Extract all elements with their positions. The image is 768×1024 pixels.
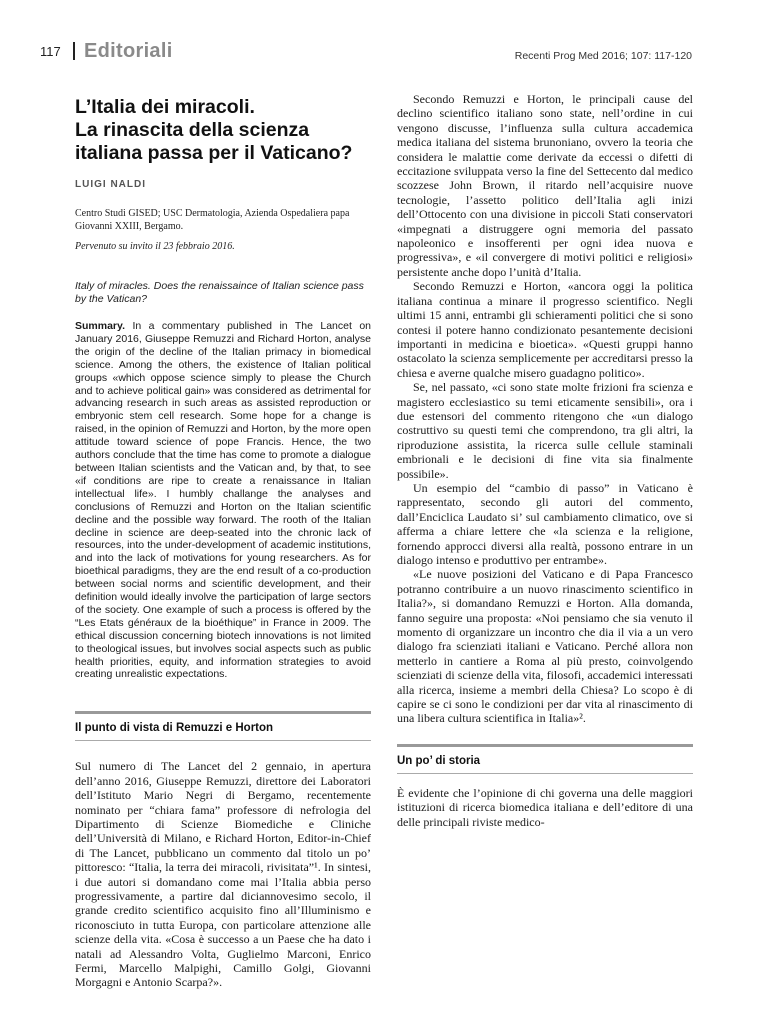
summary-text: In a commentary published in The Lancet on January 2016, Giuseppe Remuzzi and Richard Horton, analyse the origin of the decline of the Italian primacy in biomedical science. Among the others, the existence of Italian political groups «which oppose science simply to please the Church and to achieve political gain» was considered as detrimental for advancing research in such areas as assisted reproduction or embryonic stem cell research. Some hope for a change is raised, in the opinion of Remuzzi and Horton, by the more open attitude toward science of pope Francis. Hence, the two authors conclude that the time has come to promote a dialogue between Italian scientists and the Vatican and, by that, to see «if conditions are ripe to create a renaissance in Italian intellectual life». I humbly challange the analyses and conclusions of Remuzzi and Horton on the Italian scientific decline and the possible way forward. The rooth of the Italian decline in science are deep-seated into the chronic lack of resources, into the under-development of academic institutions, and into the lack of motivations for young researchers. As for bioethical paradigms, they are the end result of a co-production between social norms and scientific development, and their definition would ideally involve the participation of large sectors of the society. One example of such a process is offered by the “Les Etats généraux de la bioéthique” in France in 2009. The ethical discussion concerning biotech innovations is not limited to theological issues, but involves social aspects such as public health priorities, equity, and information strategies to avoid creating unrealistic expectations. [75,320,371,681]
paragraph: È evidente che l’opinione di chi governa una delle maggiori istituzioni di ricerca biomedica italiana e dell’editore di una delle principali riviste medico- [397,785,693,829]
left-column [75,92,371,990]
section-label: Editoriali [84,40,173,62]
paragraph: Secondo Remuzzi e Horton, le principali cause del declino scientifico italiano sono state, nell’ordine in cui vengono discusse, l’influenza sulla cultura accademica medica italiana del sistema brunoniano, ovvero la teoria che considera le malattie come derivate da eccessi o difetti di eccitazione sviluppata verso la fine del Settecento dal medico scozzese John Brown, il ritardo nell’acquisire nuove tecnologie, l’assetto politico dell’Italia agli inizi dell’Ottocento con una divisione in piccoli Stati conservatori «impegnati a distruggere ogni memoria del passato napoleonico e insofferenti per ogni idea nuova e progressiva», e «il convergere di motivi politici e religiosi» persistente anche dopo l’unità d’Italia. [397,92,693,279]
title-line: La rinascita della scienza [75,119,310,141]
section-heading: Un po’ di storia [397,754,481,767]
paragraph: Sul numero di The Lancet del 2 gennaio, in apertura dell’anno 2016, Giuseppe Remuzzi, direttore dei Laboratori dell’Istituto Mario Negri di Bergamo, recentemente nominato per “chiara fama” professore di nefrologia del Dipartimento di Scienze Biomediche e Cliniche dell’Università di Milano, e Richard Horton, Editor-in-Chief di The Lancet, pubblicano un commento dal titolo un po’ pittoresco: “Italia, la terra dei miracoli, rivisitata”¹. In sintesi, i due autori si domandano come mai l’Italia abbia perso progressivamente, a partire dal diciannovesimo secolo, il grande credito scientifico acquisito fino all’Illuminismo e riconosciuto in tutta Europa, con particolare attenzione alle scienze della vita. «Cosa è successo a un Paese che ha dato i natali ad Alessandro Volta, Guglielmo Marconi, Enrico Fermi, Marcello Malpighi, Camillo Golgi, Giovanni Morgagni e Antonio Scarpa?». [75,759,371,990]
paragraph: Secondo Remuzzi e Horton, «ancora oggi la politica italiana continua a minare il progresso scientifico. Negli ultimi 15 anni, entrambi gli schieramenti politici che si sono contesi il potere hanno condizionato pesantemente decisioni importanti in medicina e bioetica». «Questi gruppi hanno ostacolato la scienza semplicemente per accreditarsi presso la chiesa e averne qualche misero guadagno politico». [397,279,693,380]
received-date: Pervenuto su invito il 23 febbraio 2016. [75,241,235,252]
section-heading-box [397,744,693,774]
paragraph: Un esempio del “cambio di passo” in Vaticano è rappresentato, secondo gli autori del commento, dall’Enciclica Laudato si’ sul cambiamento climatico, ove si afferma a chiare lettere che «la scienza e la religione, fornendo approcci diversi alla realtà, possono entrare in un dialogo intenso e produttivo per entrambe». [397,480,693,567]
english-title: Italy of miracles. Does the renaissaince of Italian science pass by the Vatican? [75,280,364,305]
article-title [75,96,371,165]
section-body [397,786,693,829]
section-body [75,759,371,990]
header-divider [73,42,75,60]
paragraph: «Le nuove posizioni del Vaticano e di Papa Francesco potranno contribuire a un nuovo rinascimento scientifico in Italia?», si domandano Remuzzi e Horton. Alla domanda, fanno seguire una proposta: «Noi pensiamo che sia venuto il momento di organizzare un incontro che dia il via a un vero dialogo fra scienziati italiani e Vaticano. Perché allora non metterlo in cantiere a Roma al più presto, coinvolgendo scienziati di scienze della vita, filosofi, accademici interessati alla ricerca, insieme a membri della Chiesa? Lo scopo è di capire se ci sono le condizioni per dar vita al rinascimento di una libera cultura scientifica in Italia»². [397,567,693,726]
author-affiliation: Centro Studi GISED; USC Dermatologia, Azienda Ospedaliera papa Giovanni XXIII, Bergamo. [75,208,350,232]
right-column [397,92,693,829]
summary-abstract [75,320,371,681]
journal-reference: Recenti Prog Med 2016; 107: 117-120 [514,50,692,62]
section-body-continued [397,92,693,726]
page-header [0,0,768,70]
section-heading-box [75,711,371,741]
title-line: italiana passa per il Vaticano? [75,142,353,164]
page-number: 117 [40,44,61,59]
section-heading: Il punto di vista di Remuzzi e Horton [75,722,274,735]
title-line: L’Italia dei miracoli. [75,96,255,118]
paragraph: Se, nel passato, «ci sono state molte frizioni fra scienza e magistero ecclesiastico su temi eticamente sensibili», ora i due estensori del commento ritengono che «un dialogo costruttivo su questi temi che comprendono, tra gli altri, la riproduzione assistita, la ricerca sulle cellule staminali embrionali e le decisioni di fine vita sia finalmente possibile». [397,380,693,481]
author-name: LUIGI NALDI [75,179,146,190]
summary-label: Summary. [75,320,125,332]
